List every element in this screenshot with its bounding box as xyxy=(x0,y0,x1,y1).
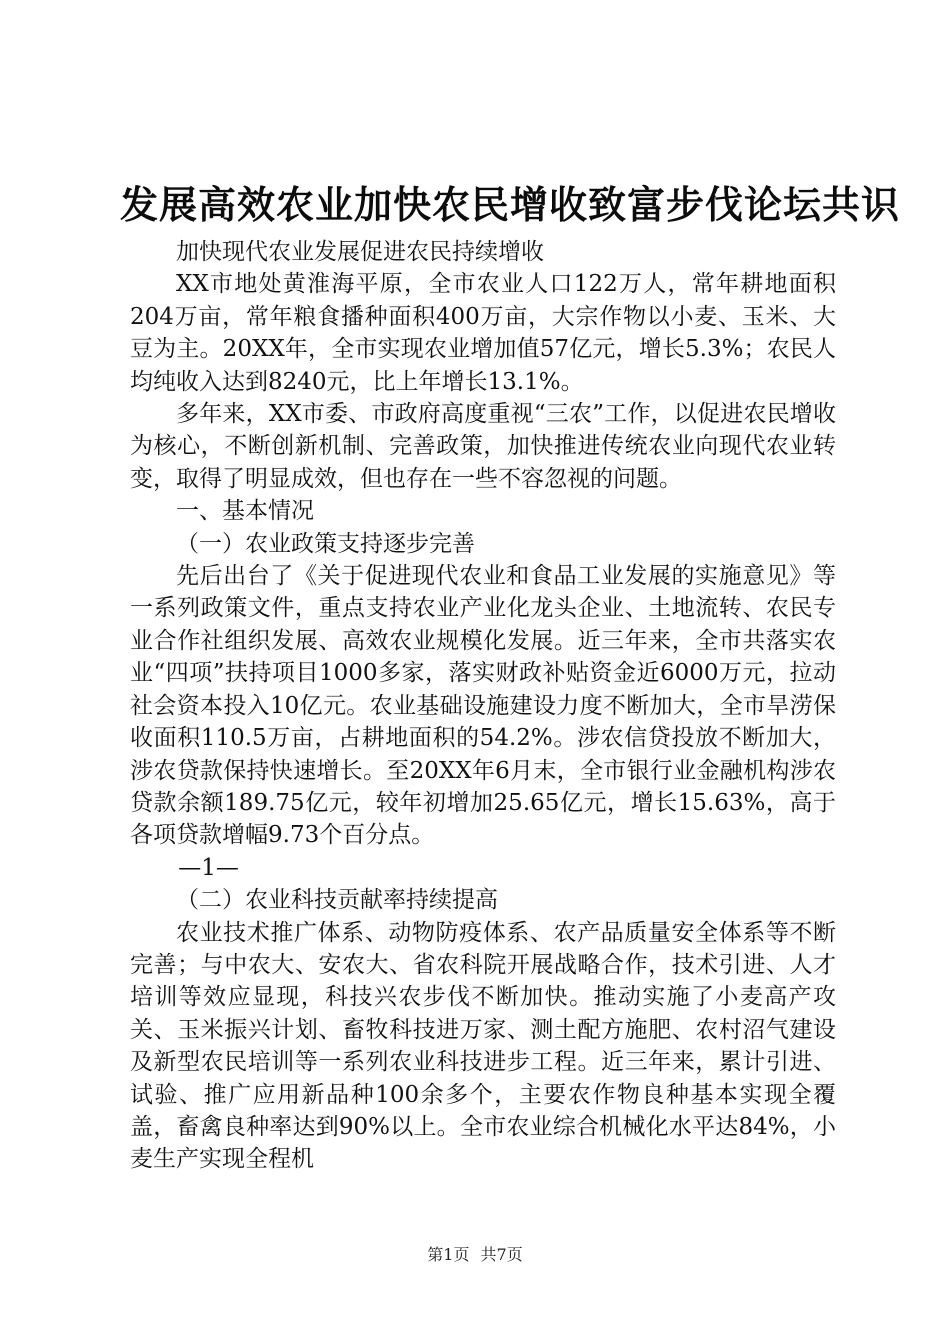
document-title: 发展高效农业加快农民增收致富步伐论坛共识 xyxy=(120,182,901,227)
body-paragraph: XX市地处黄淮海平原，全市农业人口122万人，常年耕地面积204万亩，常年粮食播种面积400万亩，大宗作物以小麦、玉米、大豆为主。20XX年，全市实现农业增加值57亿元，增长5.3%；农民人均纯收入达到8240元，比上年增长13.1%。 xyxy=(130,271,836,395)
section-heading: 一、基本情况 xyxy=(176,498,314,525)
body-paragraph: 农业技术推广体系、动物防疫体系、农产品质量安全体系等不断完善；与中农大、安农大、省农科院开展战略合作，技术引进、人才培训等效应显现，科技兴农步伐不断加快。推动实施了小麦高产攻关、玉米振兴计划、畜牧科技进万家、测土配方施肥、农村沼气建设及新型农民培训等一系列农业科技进步工程。近三年来，累计引进、试验、推广应用新品种100余多个，主要农作物良种基本实现全覆盖，畜禽良种率达到90%以上。全市农业综合机械化水平达84%，小麦生产实现全程机 xyxy=(130,919,836,1173)
page-number: 第1页 xyxy=(427,1245,470,1264)
subtitle-paragraph: 加快现代农业发展促进农民持续增收 xyxy=(176,239,544,265)
document-body xyxy=(130,236,836,1176)
body-paragraph: 多年来，XX市委、市政府高度重视“三农”工作，以促进农民增收为核心，不断创新机制、完善政策，加快推进传统农业向现代农业转变，取得了明显成效，但也存在一些不容忽视的问题。 xyxy=(130,401,836,492)
inline-page-mark: —1— xyxy=(178,854,239,881)
page-footer xyxy=(0,1242,950,1265)
page-total: 共7页 xyxy=(480,1245,523,1264)
subsection-heading: （二）农业科技贡献率持续提高 xyxy=(176,887,498,914)
body-paragraph: 先后出台了《关于促进现代农业和食品工业发展的实施意见》等一系列政策文件，重点支持农业产业化龙头企业、土地流转、农民专业合作社组织发展、高效农业规模化发展。近三年来，全市共落实农业“四项”扶持项目1000多家，落实财政补贴资金近6000万元，拉动社会资本投入10亿元。农业基础设施建设力度不断加大，全市旱涝保收面积110.5万亩，占耕地面积的54.2%。涉农信贷投放不断加大，涉农贷款保持快速增长。至20XX年6月末，全市银行业金融机构涉农贷款余额189.75亿元，较年初增加25.65亿元，增长15.63%，高于各项贷款增幅9.73个百分点。 xyxy=(130,563,836,849)
subsection-heading: （一）农业政策支持逐步完善 xyxy=(176,530,475,557)
